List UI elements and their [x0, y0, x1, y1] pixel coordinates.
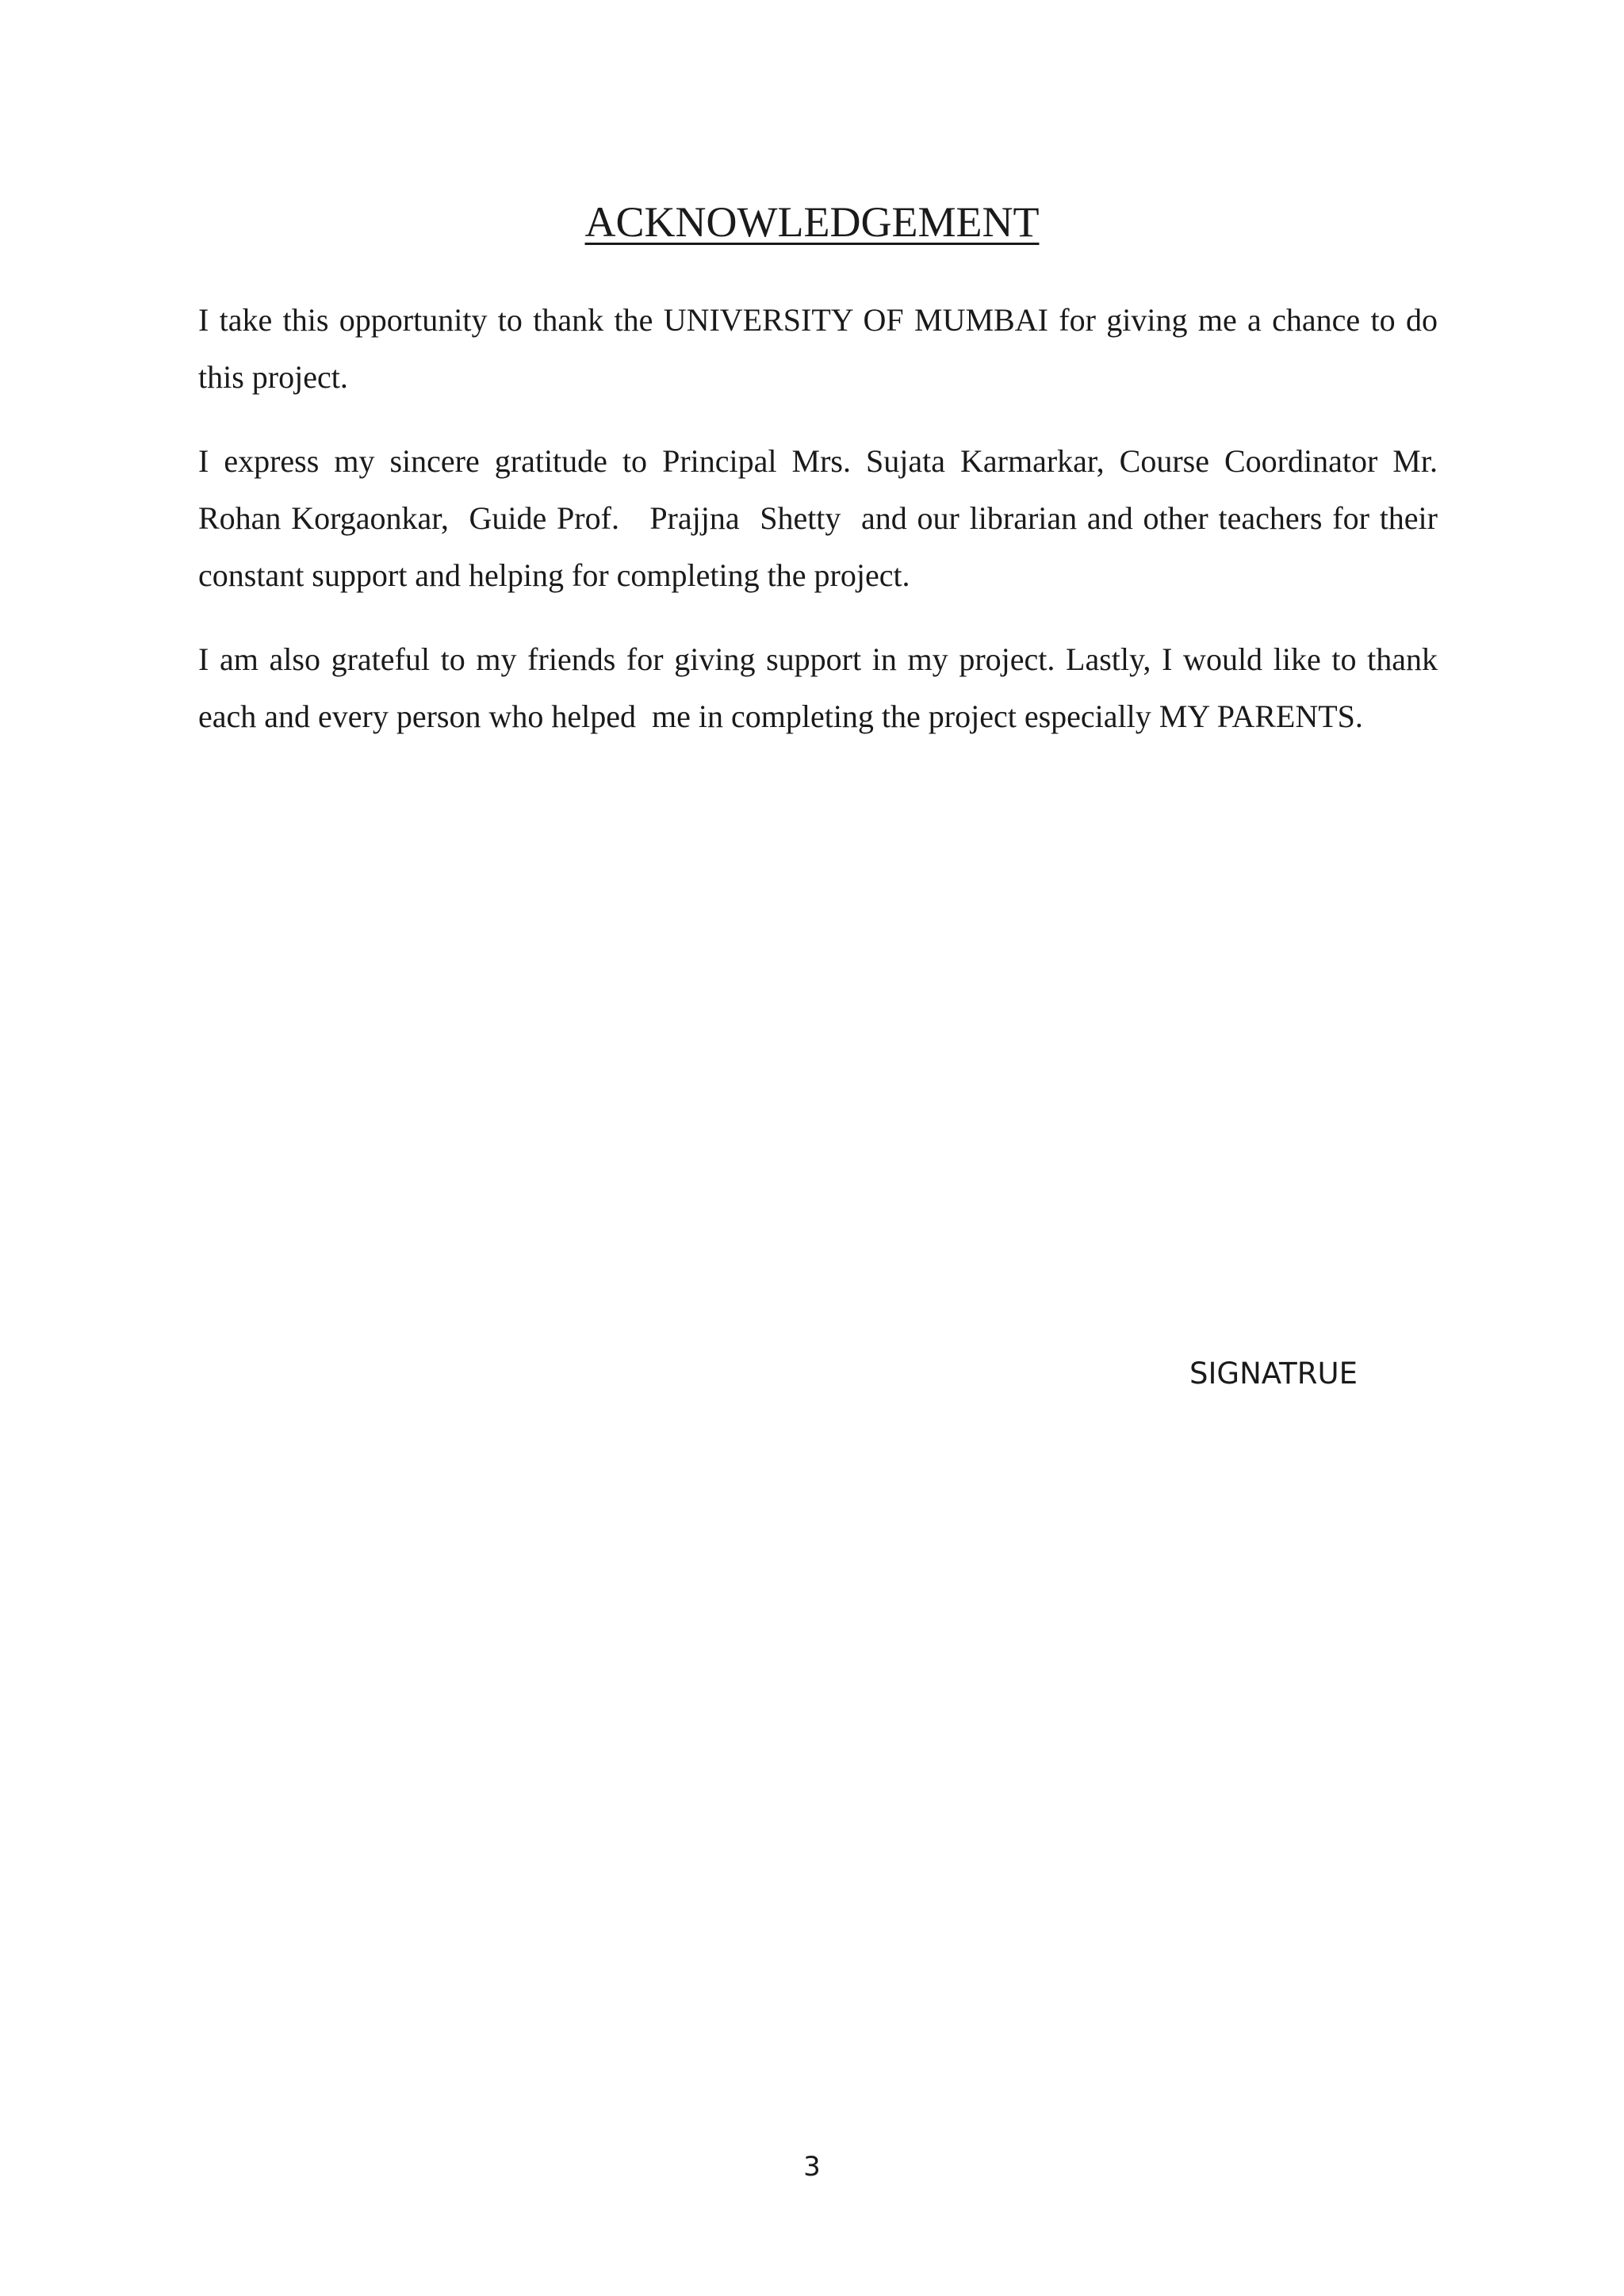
paragraph-university-thanks: I take this opportunity to thank the UNIVERSITY OF MUMBAI for giving me a chance to do this project.	[198, 302, 1446, 395]
signature-label: SIGNATRUE	[1189, 1357, 1358, 1391]
page-title-text: ACKNOWLEDGEMENT	[584, 198, 1040, 246]
page-number: 3	[803, 2151, 821, 2183]
paragraph-gratitude-staff: I express my sincere gratitude to Principal Mrs. Sujata Karmarkar, Course Coordinator Mr. Rohan Korgaonkar, Guide Prof. Prajjna Shetty and our librarian and other teachers for their constant support and helping for completing the project.	[198, 443, 1446, 593]
paragraph-friends-parents: I am also grateful to my friends for giving support in my project. Lastly, I would like to thank each and every person who helped me in completing the project especially MY PARENTS.	[198, 641, 1446, 734]
page-title	[0, 194, 1624, 250]
